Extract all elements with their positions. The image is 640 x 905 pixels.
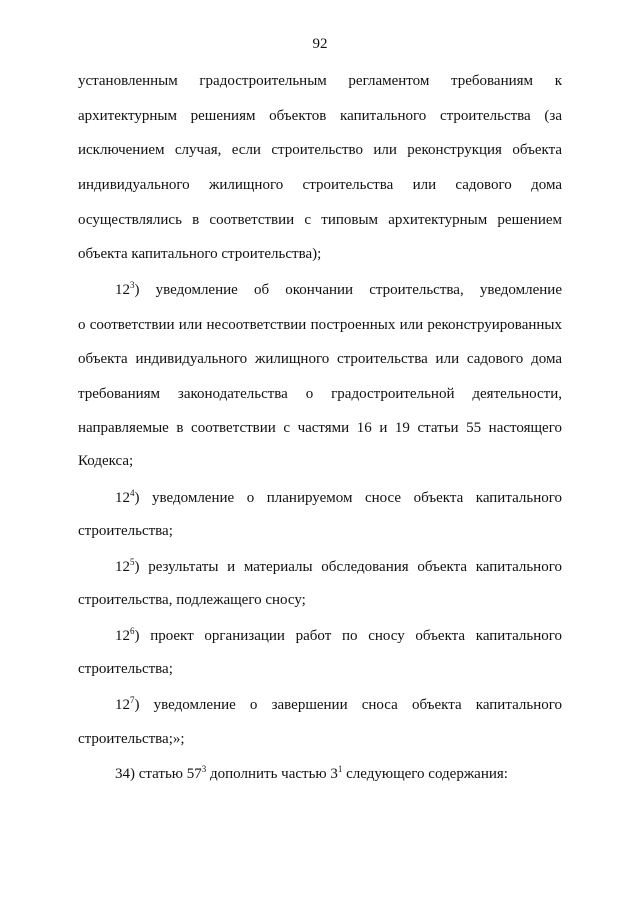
page-number: 92 — [312, 36, 328, 52]
text-line: объекта капитального строительства); — [78, 246, 322, 262]
item-text: следующего содержания: — [342, 766, 508, 782]
item-text: ) уведомление об окончании строительства, уведомление — [134, 282, 562, 298]
item-text: ) результаты и материалы обследования объекта капитального — [134, 559, 562, 575]
item-text: ) уведомление о завершении сноса объекта капитального — [134, 697, 562, 713]
item-superscript: 6 — [130, 626, 135, 636]
item-text: ) уведомление о планируемом сносе объекта капитального — [134, 490, 562, 506]
text-line: объекта индивидуального жилищного строительства или садового дома — [78, 351, 562, 367]
item-number: 12 — [115, 282, 130, 298]
text-line: строительства; — [78, 523, 173, 539]
item-34-line — [115, 764, 562, 784]
text-line: о соответствии или несоответствии построенных или реконструированных — [78, 317, 562, 333]
item-text: дополнить частью 3 — [206, 766, 338, 782]
item-12-7-first-line — [115, 695, 562, 715]
item-number: 12 — [115, 697, 130, 713]
item-12-3-first-line — [115, 280, 562, 300]
item-number: 12 — [115, 490, 130, 506]
text-line: исключением случая, если строительство или реконструкция объекта — [78, 142, 562, 158]
text-line: требованиям законодательства о градостроительной деятельности, — [78, 386, 562, 402]
text-line: осуществлялись в соответствии с типовым архитектурным решением — [78, 212, 562, 228]
item-12-5-first-line — [115, 557, 562, 577]
item-superscript: 4 — [130, 488, 135, 498]
item-text: 34) статью 57 — [115, 766, 202, 782]
item-text: ) проект организации работ по сносу объекта капитального — [134, 628, 562, 644]
text-line: направляемые в соответствии с частями 16 и 19 статьи 55 настоящего — [78, 420, 562, 436]
item-superscript: 3 — [201, 764, 207, 774]
item-superscript: 5 — [130, 557, 135, 567]
text-line: строительства;»; — [78, 731, 185, 747]
item-12-4-first-line — [115, 488, 562, 508]
item-12-6-first-line — [115, 626, 562, 646]
text-line: строительства, подлежащего сносу; — [78, 592, 306, 608]
item-number: 12 — [115, 559, 130, 575]
text-line: индивидуального жилищного строительства или садового дома — [78, 177, 562, 193]
text-line: Кодекса; — [78, 453, 134, 469]
item-superscript: 1 — [337, 764, 343, 774]
item-number: 12 — [115, 628, 130, 644]
text-line: установленным градостроительным регламентом требованиям к — [78, 73, 562, 89]
text-line: архитектурным решениям объектов капитального строительства (за — [78, 108, 562, 124]
item-superscript: 7 — [130, 695, 135, 705]
text-line: строительства; — [78, 661, 173, 677]
item-superscript: 3 — [130, 280, 135, 290]
